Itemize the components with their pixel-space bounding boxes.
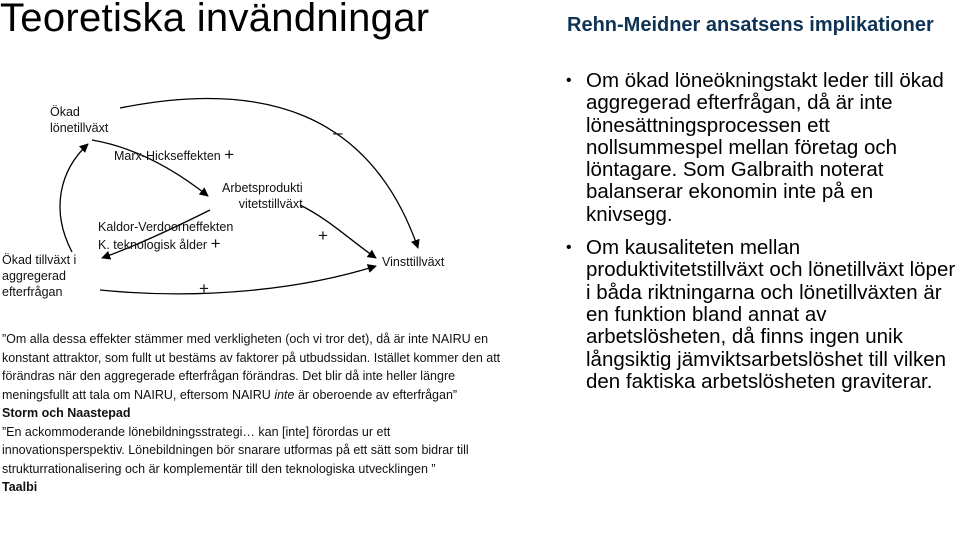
slide-title: Teoretiska invändningar	[0, 0, 430, 40]
quote-block	[2, 330, 512, 497]
quote-author-storm: Storm och Naastepad	[2, 406, 131, 420]
bullet-item: • Om kausaliteten mellan produktivitetstillväxt och lönetillväxt löper i båda riktningarna och lönetillväxten är en funktion bland annat av arbetslösheten, då finns ingen unik långsiktig jämviktsarbetslöshet till vilken den faktiska arbetslösheten graviterar.	[566, 236, 956, 393]
quote-author-taalbi: Taalbi	[2, 480, 38, 494]
label-kaldor: Kaldor-Verdoorneffekten	[98, 220, 234, 234]
sign-plus-bottom: +	[199, 279, 209, 298]
label-teknologisk: K. teknologisk ålder +	[98, 234, 221, 253]
sign-minus: –	[333, 123, 343, 142]
bullet-list	[566, 70, 960, 404]
node-vinsttillvaxt: Vinsttillväxt	[382, 255, 445, 269]
arrow-produktivitet-to-vinst	[300, 205, 376, 258]
right-heading: Rehn-Meidner ansatsens implikationer	[567, 14, 934, 36]
label-marx: Marx-Hickseffekten +	[114, 145, 235, 164]
node-arbetsproduktivitet: Arbetsprodukti vitetstillväxt	[222, 181, 303, 211]
quote-taalbi: ”En ackommoderande lönebildningsstrategi… kan [inte] förordas ur ett innovationsperspektiv. Lönebildningen bör snarare utformas på ett sätt som bidrar till strukturrationalisering och är komplementär till den teknologiska utvecklingen ”	[2, 424, 469, 476]
node-okad-tillvaxt: Ökad tillväxt i aggregerad efterfrågan	[2, 253, 77, 299]
node-okad-lonetillvaxt: Ökad lönetillväxt	[50, 105, 109, 135]
bullet-dot-icon: •	[566, 239, 572, 257]
bullet-item: • Om ökad löneökningstakt leder till ökad aggregerad efterfrågan, då är inte lönesättningsprocessen ett nollsummespel mellan företag och löntagare. Som Galbraith noterat balanserar ekonomin inte på en knivsegg.	[566, 69, 944, 226]
sign-plus-vinst: +	[318, 226, 328, 245]
arrow-tillvaxt-to-lonetillvaxt	[60, 144, 88, 252]
causal-diagram	[0, 0, 560, 330]
arrow-tillvaxt-to-vinst	[100, 266, 376, 294]
quote-storm: ”Om alla dessa effekter stämmer med verkligheten (och vi tror det), då är inte NAIRU en konstant attraktor, som fullt ut bestäms av faktorer på utbudssidan. Istället kommer den att förändras när den aggregerade efterfrågan förändras. Det blir då inte heller längre meningsfullt att tala om NAIRU, eftersom NAIRU inte är oberoende av efterfrågan”	[2, 332, 501, 402]
bullet-dot-icon: •	[566, 72, 572, 89]
